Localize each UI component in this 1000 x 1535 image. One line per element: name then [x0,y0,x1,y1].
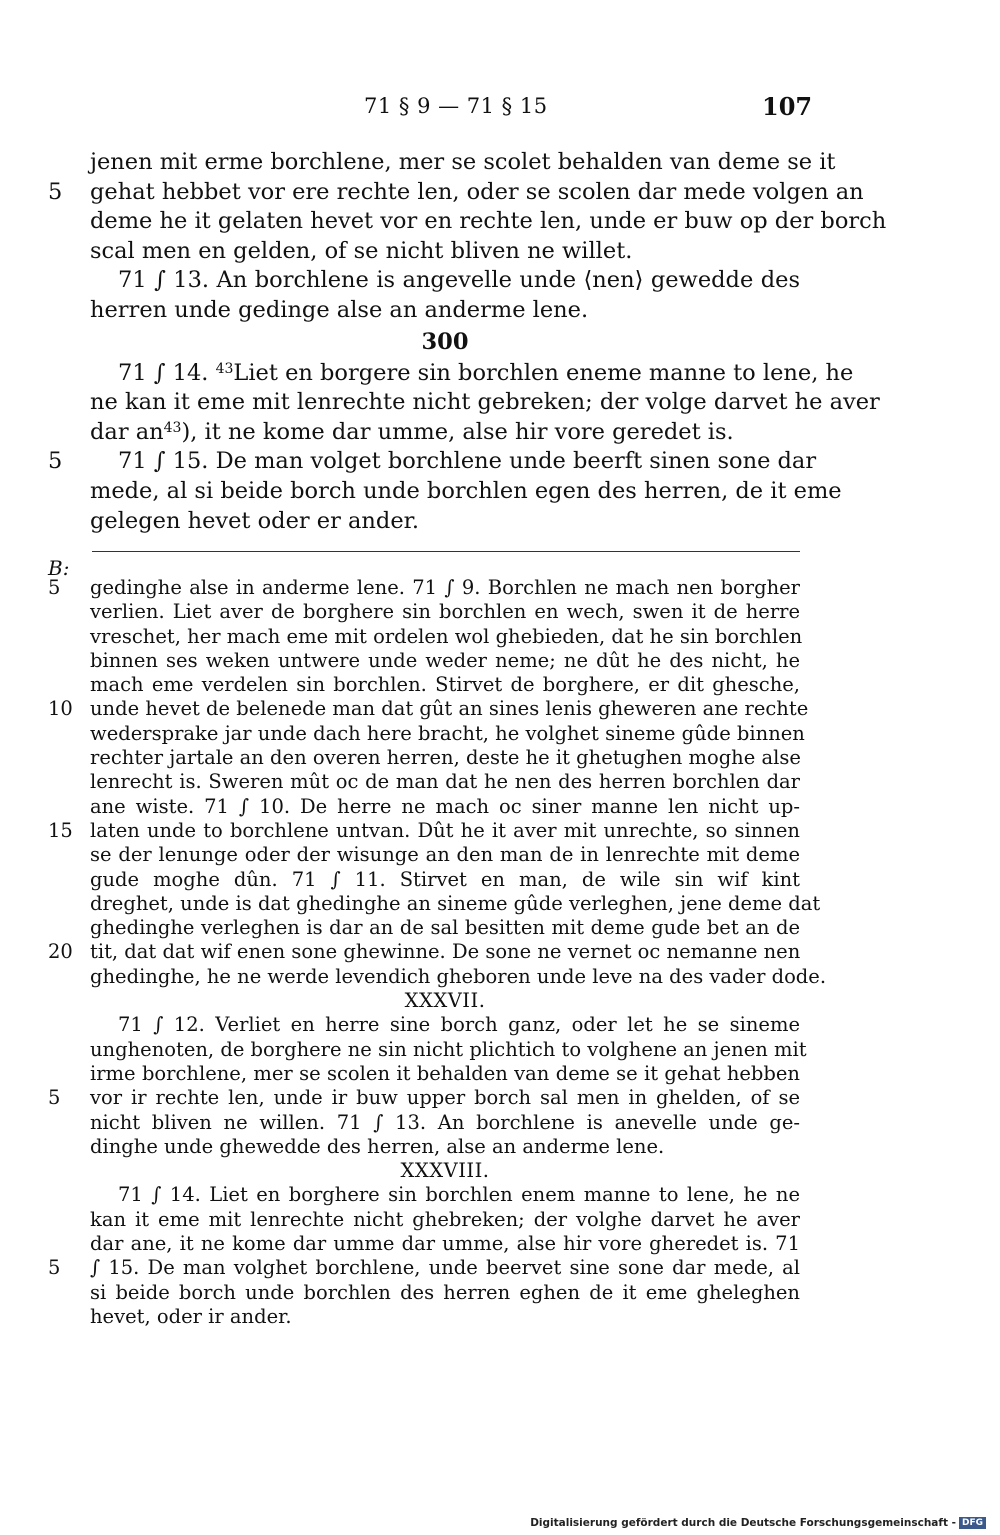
text-line [48,721,805,746]
text-line [48,1062,800,1086]
text-line [48,1037,807,1062]
text-line [48,964,827,989]
text-line [48,477,842,507]
line-text: 71 ∫ 14. Liet en borghere sin borchlen enem manne to lene, he ne [118,1183,800,1207]
line-text: 71 ∫ 12. Verliet en herre sine borch ganz, oder let he se sineme [118,1013,800,1037]
text-line [48,868,800,892]
variant-apparatus [48,576,827,1329]
text-line [48,1305,800,1329]
line-text: ne kan it eme mit lenrechte nicht gebreken; der volge darvet he aver [90,389,880,416]
main-text [48,148,887,536]
line-text [90,418,800,448]
line-text: gude moghe dûn. 71 ∫ 11. Stirvet en man, de wile sin wif kint [90,867,800,891]
line-text: ghedinghe verleghen is dar an de sal besitten mit deme gude bet an de [90,916,800,940]
text-line [48,1208,800,1232]
line-text: unghenoten, de borghere ne sin nicht plichtich to volghene an jenen mit [90,1037,807,1061]
line-text-prefix: dar an [90,418,164,445]
line-text: irme borchlene, mer se scolen it behalden van deme se it gehat hebben [90,1061,800,1085]
text-line [48,770,800,794]
main-text-block-2 [48,359,880,537]
line-text: 71 ∫ 15. De man volget borchlene unde beerft sinen sone dar [118,448,817,475]
line-text: gelegen hevet oder er ander. [90,507,420,534]
line-text: dinghe unde ghewedde des herren, alse an anderme lene. [90,1134,665,1158]
text-line [48,916,800,940]
line-text: laten unde to borchlene untvan. Dût he it aver mit unrechte, so sinnen [90,818,800,842]
text-line [48,624,803,649]
digitization-credit [530,1517,986,1529]
line-text: verlien. Liet aver de borghere sin borchlen en wech, swen it de herre [90,600,800,624]
line-text [118,359,854,389]
text-line [48,266,800,296]
line-text: si beide borch unde borchlen des herren eghen de it eme gheleghen [90,1280,800,1304]
text-line [48,1232,800,1256]
line-text: nicht bliven ne willen. 71 ∫ 13. An borchlene is anevelle unde ge- [90,1110,800,1134]
line-text-rest: Liet en borgere sin borchlen eneme manne to lene, he [233,359,854,386]
line-text: unde hevet de belenede man dat gût an sines lenis gheweren ane rechte [90,697,809,721]
variant-block-2 [48,1013,807,1159]
credit-text: Digitalisierung gefördert durch die Deutsche Forschungsgemeinschaft - [530,1517,956,1529]
footnote-marker: 43 [163,419,182,436]
line-text: deme he it gelaten hevet vor en rechte len, unde er buw op der borch [90,208,887,235]
line-text: mach eme verdelen sin borchlen. Stirvet de borghere, er dit ghesche, [90,673,800,697]
line-text: gehat hebbet vor ere rechte len, oder se scolen dar mede volgen an [90,178,864,205]
line-text: rechter jartale an den overen herren, deste he it ghetughen moghe alse [90,746,801,770]
text-line [48,673,800,697]
line-text: 71 ∫ 13. An borchlene is angevelle unde ⟨nen⟩ gewedde des [118,267,800,294]
line-text: ∫ 15. De man volghet borchlene, unde beervet sine sone dar mede, al [90,1256,800,1280]
variant-block-3 [48,1183,800,1329]
line-text: kan it eme mit lenrechte nicht ghebreken; der volghe darvet he aver [90,1207,800,1231]
dfg-logo: DFG [959,1517,986,1529]
chapter-heading-xxxvii: XXXVII. [404,989,486,1013]
line-text: gedinghe alse in anderme lene. 71 ∫ 9. Borchlen ne mach nen borgher [90,576,800,599]
footnote-divider [92,551,800,552]
line-number: 5 [48,1086,61,1110]
line-text: vor ir rechte len, unde ir buw upper borch sal men in ghelden, of se [90,1086,800,1110]
footnote-marker: 43 [215,360,234,377]
text-line [48,649,800,673]
text-line [48,507,800,537]
line-number: 15 [48,818,73,842]
text-line [48,600,800,624]
line-text-rest: ), it ne kome dar umme, alse hir vore geredet is. [181,418,734,445]
text-line [48,795,800,819]
text-line [48,1086,800,1110]
line-text: vreschet, her mach eme mit ordelen wol ghebieden, dat he sin borchlen [90,624,803,648]
text-line [48,940,800,964]
text-line [48,697,809,721]
line-text-prefix: 71 ∫ 14. [118,359,216,386]
main-text-block-1 [48,148,887,326]
text-line [48,1111,800,1135]
variant-label: B: [48,556,70,580]
text-line [48,148,836,178]
section-number: 300 [421,328,469,355]
chapter-heading-xxxviii: XXXVIII. [400,1159,490,1183]
text-line [48,1281,800,1305]
line-text: lenrecht is. Sweren mût oc de man dat he nen des herren borchlen dar [90,770,800,794]
page-header [0,92,1000,126]
text-line [48,1183,800,1207]
line-number: 5 [48,448,63,475]
text-line [48,207,887,237]
text-line [48,359,854,389]
line-text: dar ane, it ne kome dar umme dar umme, alse hir vore gheredet is. 71 [90,1232,800,1256]
text-line [48,418,800,448]
text-line [48,891,821,916]
line-number: 10 [48,697,73,721]
text-line [48,447,817,477]
text-line [48,237,800,267]
line-number: 5 [48,576,61,599]
line-text: mede, al si beide borch unde borchlen egen des herren, de it eme [90,477,842,504]
text-line [48,1013,800,1037]
text-line [48,296,800,326]
text-line [48,843,800,867]
line-text: hevet, oder ir ander. [90,1304,292,1328]
text-line [48,746,800,770]
line-text: se der lenunge oder der wisunge an den man de in lenrechte mit deme [90,843,800,867]
text-line [48,1256,800,1280]
line-number: 5 [48,1256,61,1280]
line-text: ane wiste. 71 ∫ 10. De herre ne mach oc siner manne len nicht up- [90,794,800,818]
line-text: herren unde gedinge alse an anderme lene. [90,296,589,323]
line-text: ghedinghe, he ne werde levendich gheboren unde leve na des vader dode. [90,964,827,988]
text-line [48,178,864,208]
line-number: 5 [48,178,63,205]
page-number: 107 [762,92,813,121]
text-line [48,388,880,418]
line-number: 20 [48,940,73,964]
running-title: 71 § 9 — 71 § 15 [364,94,548,118]
text-line [48,576,800,600]
text-line [48,1135,800,1159]
line-text: dreghet, unde is dat ghedinghe an sineme gûde verleghen, jene deme dat [90,891,821,915]
text-line [48,819,800,843]
variant-block-1 [48,576,827,989]
line-text: wedersprake jar unde dach here bracht, he volghet sineme gûde binnen [90,721,805,745]
line-text: scal men en gelden, of se nicht bliven ne willet. [90,237,633,264]
line-text: jenen mit erme borchlene, mer se scolet behalden van deme se it [90,149,836,175]
line-text: binnen ses weken untwere unde weder neme; ne dût he des nicht, he [90,648,800,672]
line-text: tit, dat dat wif enen sone ghewinne. De sone ne vernet oc nemanne nen [90,940,801,964]
